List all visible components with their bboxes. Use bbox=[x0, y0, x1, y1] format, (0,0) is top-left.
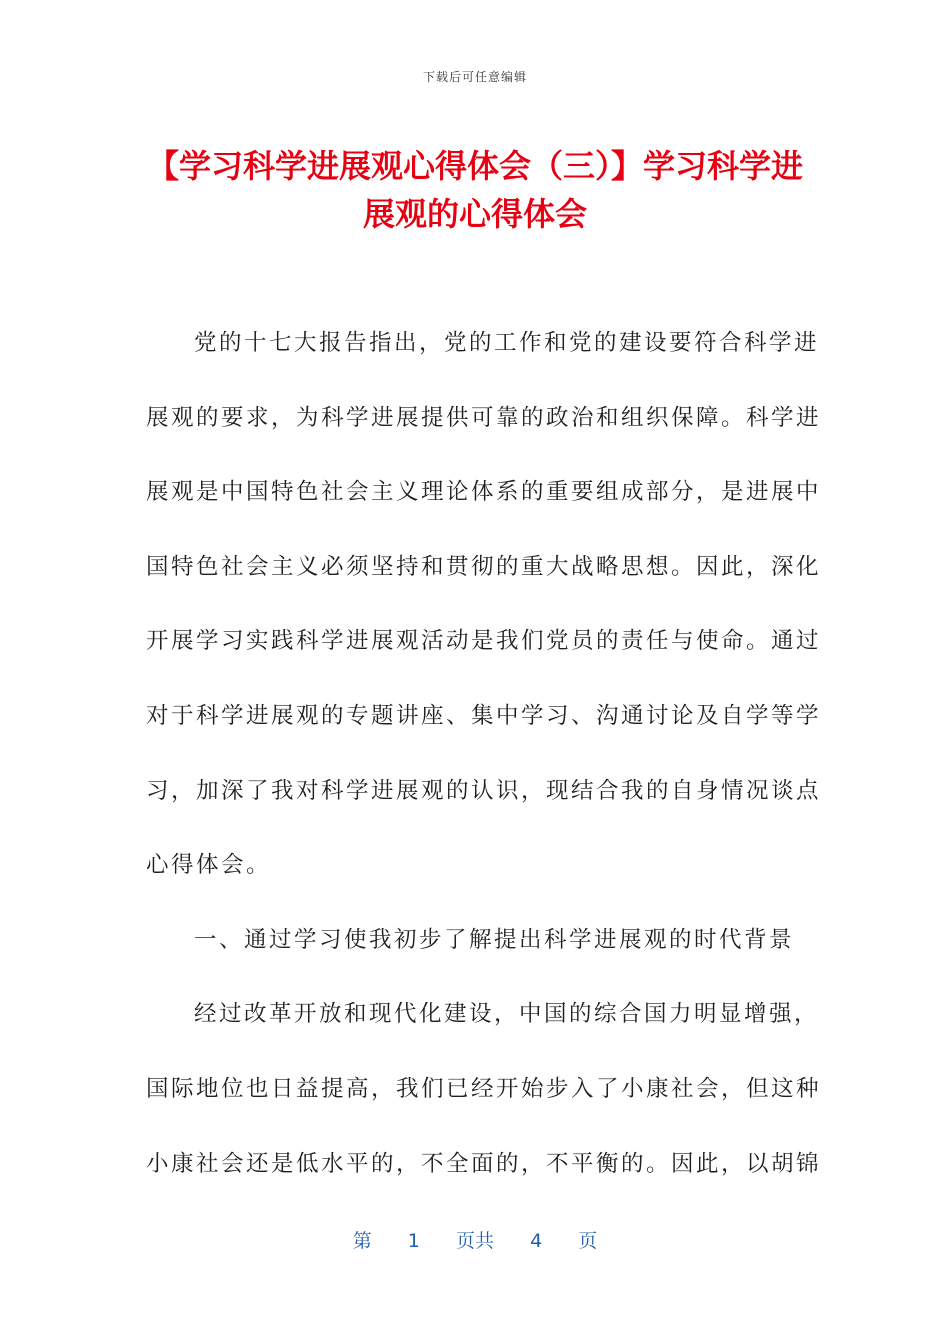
body-line: 习，加深了我对科学进展观的认识，现结合我的自身情况谈点 bbox=[146, 777, 822, 804]
document-title: 【学习科学进展观心得体会（三）】学习科学进展观的心得体会 bbox=[146, 147, 803, 233]
footer-page-number: 1 bbox=[407, 1230, 420, 1252]
body-line: 对于科学进展观的专题讲座、集中学习、沟通讨论及自学等学 bbox=[146, 702, 822, 729]
body-line: 展观的要求，为科学进展提供可靠的政治和组织保障。科学进 bbox=[146, 404, 822, 431]
footer-page-prefix: 第 bbox=[352, 1230, 372, 1252]
footer-page-suffix: 页 bbox=[578, 1230, 598, 1252]
header-note: 下载后可任意编辑 bbox=[422, 70, 527, 84]
footer-total-pages: 4 bbox=[530, 1230, 543, 1252]
body-line: 开展学习实践科学进展观活动是我们党员的责任与使命。通过 bbox=[146, 628, 822, 655]
body-line: 经过改革开放和现代化建设，中国的综合国力明显增强， bbox=[194, 1001, 820, 1028]
body-line: 党的十七大报告指出，党的工作和党的建设要符合科学进 bbox=[194, 330, 820, 356]
section-heading: 一、通过学习使我初步了解提出科学进展观的时代背景 bbox=[194, 926, 795, 953]
body-line: 展观是中国特色社会主义理论体系的重要组成部分，是进展中 bbox=[146, 479, 822, 506]
body-line: 小康社会还是低水平的，不全面的，不平衡的。因此，以胡锦 bbox=[146, 1150, 822, 1177]
footer-page-middle: 页共 bbox=[455, 1230, 494, 1252]
body-line: 国际地位也日益提高，我们已经开始步入了小康社会，但这种 bbox=[146, 1075, 822, 1102]
body-text bbox=[146, 320, 822, 1215]
body-line: 心得体会。 bbox=[146, 852, 272, 879]
body-line: 国特色社会主义必须坚持和贯彻的重大战略思想。因此，深化 bbox=[146, 553, 822, 580]
page-footer bbox=[0, 1226, 950, 1253]
